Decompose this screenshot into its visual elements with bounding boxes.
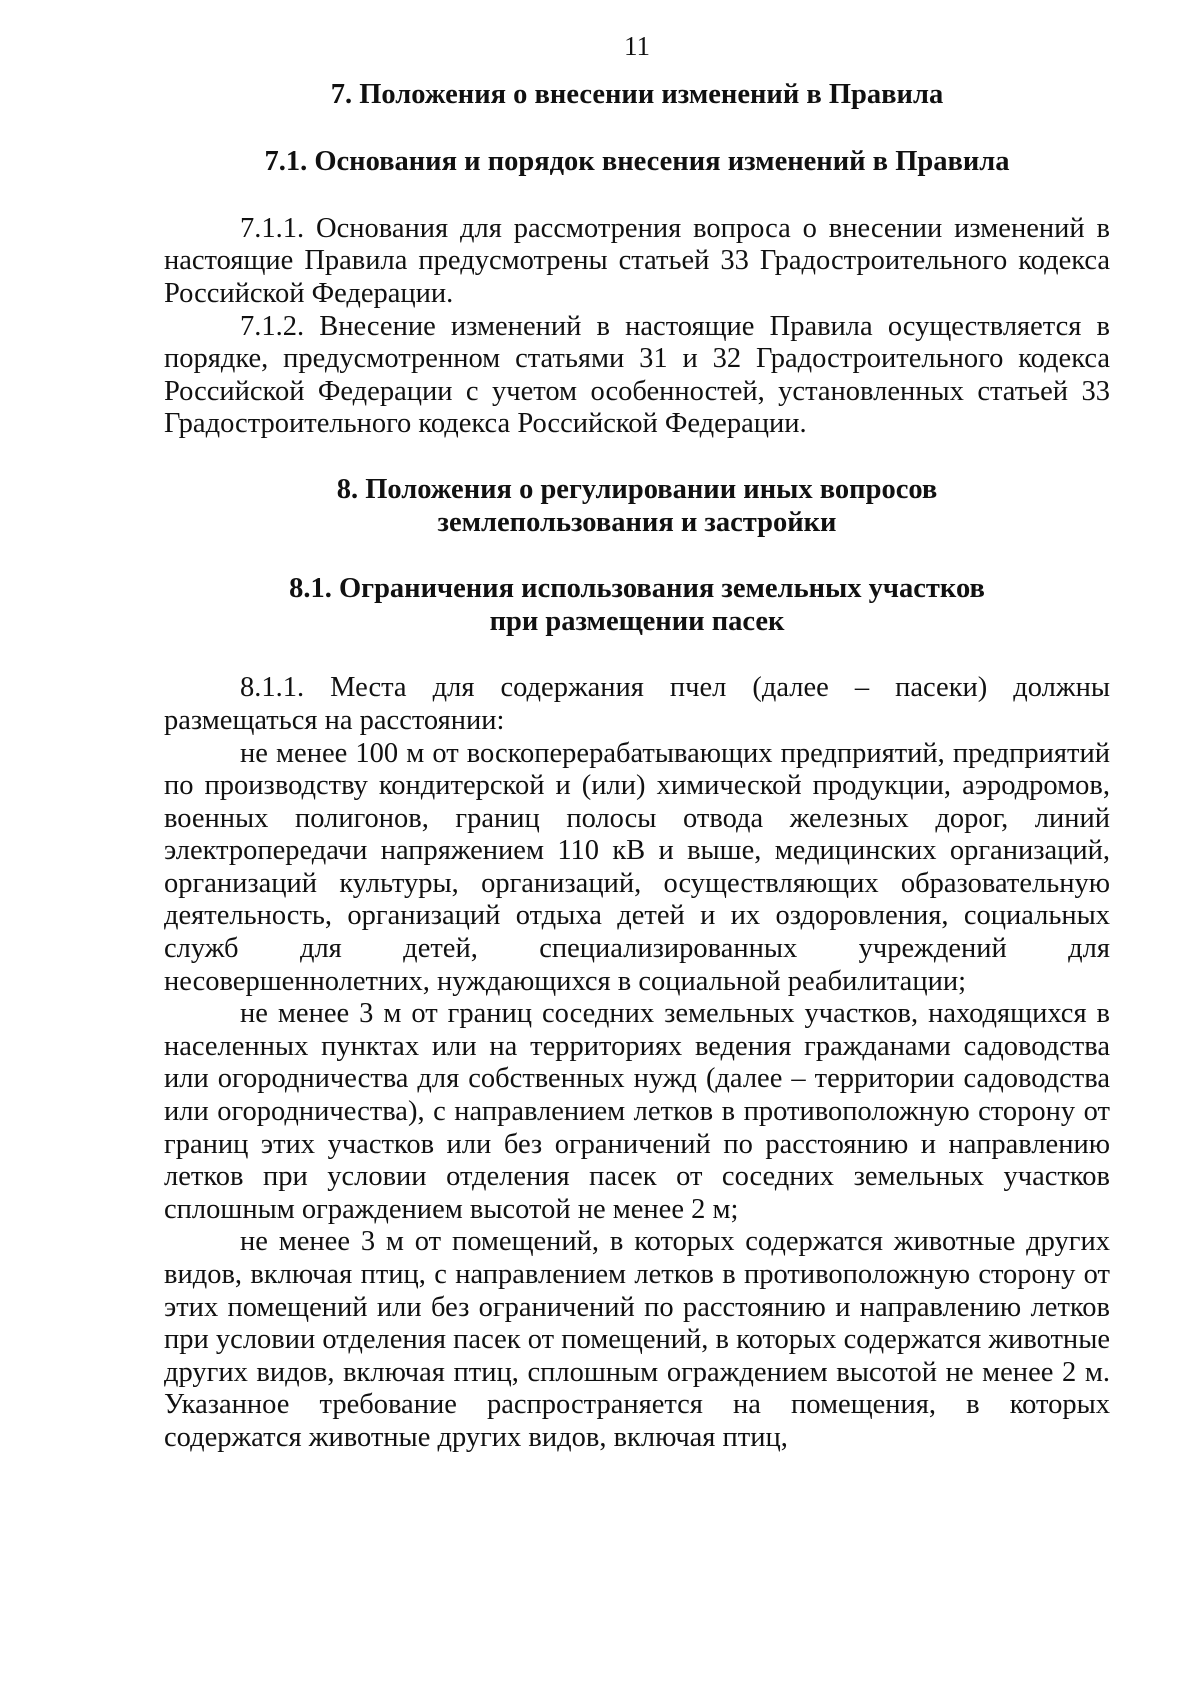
section-8-heading-line-2: землепользования и застройки [437,506,837,538]
section-8-heading-line-1: 8. Положения о регулировании иных вопросов [336,473,938,505]
section-7-heading: 7. Положения о внесении изменений в Правила [330,78,944,110]
document-page [164,30,1110,1455]
section-8-heading [164,474,1110,539]
paragraph-7-1-2: 7.1.2. Внесение изменений в настоящие Правила осуществляется в порядке, предусмотренном статьями 31 и 32 Градостроительного кодекса Российской Федерации с учетом особенностей, установленных статьей 33 Градостроительного кодекса Российской Федерации. [164,310,1110,440]
page-number: 11 [624,31,650,61]
section-8-1-heading [164,573,1110,638]
paragraph-distance-3m-premises: не менее 3 м от помещений, в которых содержатся животные других видов, включая птиц, с направлением летков в противоположную сторону от этих помещений или без ограничений по расстоянию и направлению летков при условии отделения пасек от помещений, в которых содержатся животные других видов, включая птиц, сплошным ограждением высотой не менее 2 м. Указанное требование распространяется на помещения, в которых содержатся животные других видов, включая птиц, [164,1226,1110,1453]
paragraph-8-1-1: 8.1.1. Места для содержания пчел (далее – пасеки) должны размещаться на расстоянии: [164,672,1110,736]
paragraph-distance-3m-plots: не менее 3 м от границ соседних земельных участков, находящихся в населенных пунктах или на территориях ведения гражданами садоводства или огородничества для собственных нужд (далее – территории садоводства или огородничества), с направлением летков в противоположную сторону от границ этих участков или без ограничений по расстоянию и направлению летков при условии отделения пасек от соседних земельных участков сплошным ограждением высотой не менее 2 м; [164,998,1110,1225]
paragraph-7-1-1: 7.1.1. Основания для рассмотрения вопроса о внесении изменений в настоящие Правила предусмотрены статьей 33 Градостроительного кодекса Российской Федерации. [164,212,1110,309]
section-7-1-heading: 7.1. Основания и порядок внесения изменений в Правила [264,146,1010,178]
section-8-1-heading-line-1: 8.1. Ограничения использования земельных участков [289,573,985,605]
section-8-1-heading-line-2: при размещении пасек [489,605,785,637]
paragraph-distance-100m: не менее 100 м от воскоперерабатывающих предприятий, предприятий по производству кондитерской и (или) химической продукции, аэродромов, военных полигонов, границ полосы отвода железных дорог, линий электропередачи напряжением 110 кВ и выше, медицинских организаций, организаций культуры, организаций, осуществляющих образовательную деятельность, организаций отдыха детей и их оздоровления, социальных служб для детей, специализированных учреждений для несовершеннолетних, нуждающихся в социальной реабилитации; [164,737,1110,997]
